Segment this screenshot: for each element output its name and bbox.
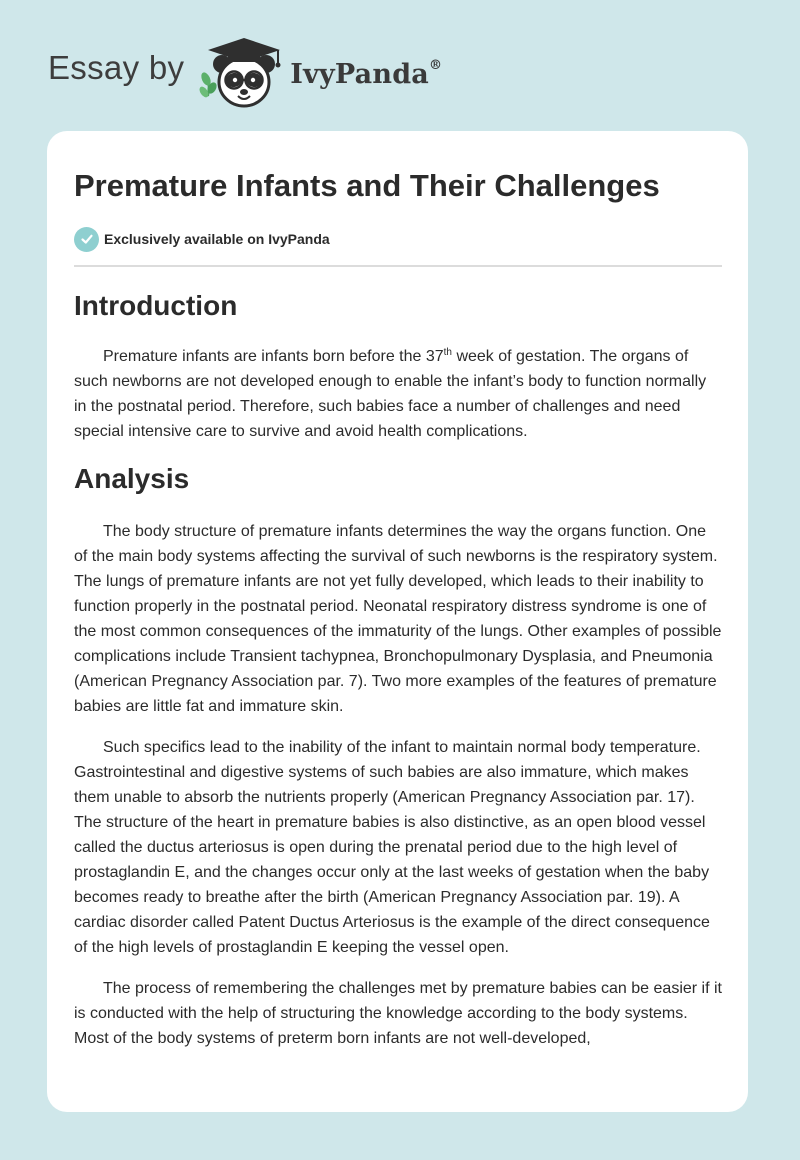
introduction-paragraph: Premature infants are infants born before the 37th week of gestation. The organs of such newborns are not developed enough to enable the infant’s body to function normally in the postnatal period. Therefore, such babies face a number of challenges and need special intensive care to survive and avoid health complications. xyxy=(74,347,707,440)
site-header xyxy=(48,34,442,110)
divider xyxy=(74,265,722,267)
exclusive-badge-text: Exclusively available on IvyPanda xyxy=(104,231,330,247)
brand-name[interactable]: IvyPanda® xyxy=(290,57,443,90)
check-icon xyxy=(74,227,99,252)
page-title: Premature Infants and Their Challenges xyxy=(74,168,660,203)
heading-analysis: Analysis xyxy=(74,463,190,494)
essay-card xyxy=(47,131,748,1112)
analysis-paragraph-2: Such specifics lead to the inability of the infant to maintain normal body temperature. Gastrointestinal and digestive systems of such babies are also immature, which makes them unable to absorb the nutrients properly (American Pregnancy Association par. 17). The structure of the heart in premature babies is also distinctive, as an open blood vessel called the ductus arteriosus is open during the prenatal period due to the high level of prostaglandin E, and the changes occur only at the last weeks of gestation when the baby becomes ready to breathe after the birth (American Pregnancy Association par. 19). A cardiac disorder called Patent Ductus Arteriosus is the example of the direct consequence of the high levels of prostaglandin E keeping the vessel open. xyxy=(74,739,710,956)
panda-graduate-icon[interactable] xyxy=(198,34,290,110)
analysis-paragraph-3: The process of remembering the challenges met by premature babies can be easier if it is conducted with the help of structuring the knowledge according to the body systems. Most of the body systems of preterm born infants are not well-developed, xyxy=(74,980,722,1047)
exclusive-badge xyxy=(74,225,722,253)
analysis-paragraph-1: The body structure of premature infants determines the way the organs function. One of the main body systems affecting the survival of such newborns is the respiratory system. The lungs of premature infants are not yet fully developed, which leads to their inability to function properly in the postnatal period. Neonatal respiratory distress syndrome is one of the most common consequences of the immaturity of the lungs. Other examples of possible complications include Transient tachypnea, Bronchopulmonary Dysplasia, and Pneumonia (American Pregnancy Association par. 7). Two more examples of the features of premature babies are little fat and immature skin. xyxy=(74,523,722,715)
essay-by-label: Essay by xyxy=(48,49,185,86)
heading-introduction: Introduction xyxy=(74,290,238,321)
registered-mark: ® xyxy=(428,57,443,73)
